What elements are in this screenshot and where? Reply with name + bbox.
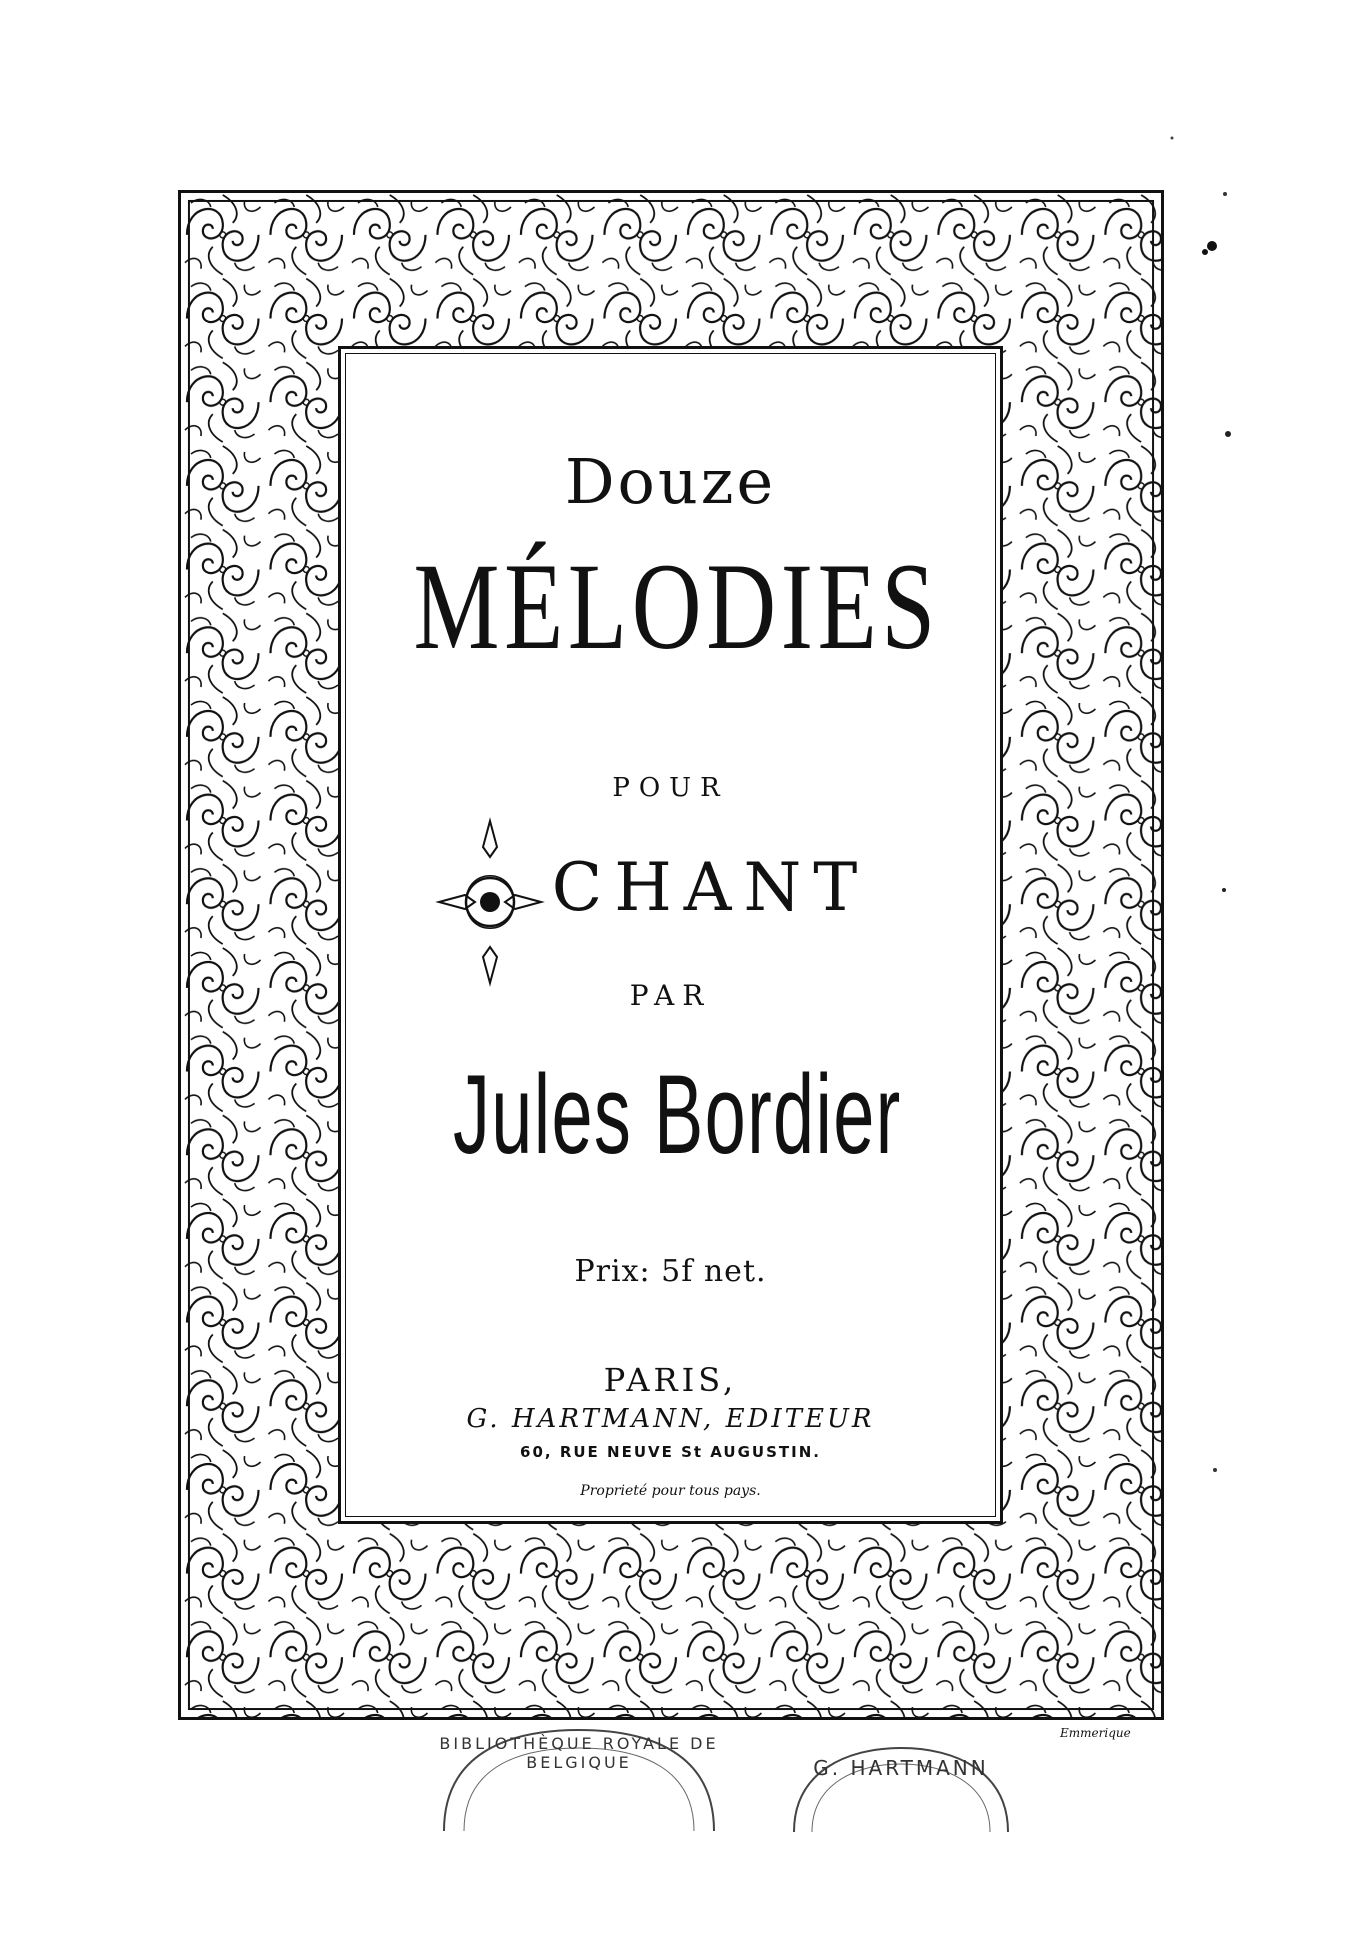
library-stamp: [434, 1726, 724, 1836]
publisher-city: PARIS,: [603, 1361, 738, 1399]
title-line-par: PAR: [629, 979, 712, 1012]
publisher-stamp: [786, 1744, 1016, 1836]
title-line-melodies: MÉLODIES: [413, 538, 940, 675]
title-panel: [338, 346, 1003, 1524]
publisher-stamp-text: G. HARTMANN: [813, 1756, 989, 1780]
rights-notice: Proprieté pour tous pays.: [580, 1483, 761, 1499]
title-line-pour: POUR: [612, 773, 729, 803]
engraver-signature: Emmerique: [1060, 1726, 1131, 1740]
library-stamp-text: BIBLIOTHÈQUE ROYALE DE BELGIQUE: [439, 1734, 719, 1772]
publisher-address: 60, RUE NEUVE St AUGUSTIN.: [520, 1443, 821, 1461]
title-line-douze: Douze: [564, 445, 777, 518]
price-label: Prix: 5f net.: [574, 1254, 767, 1289]
publisher-name: G. HARTMANN, EDITEUR: [466, 1404, 875, 1434]
title-line-chant: CHANT: [551, 849, 870, 926]
composer-name: Jules Bordier: [453, 1052, 902, 1177]
